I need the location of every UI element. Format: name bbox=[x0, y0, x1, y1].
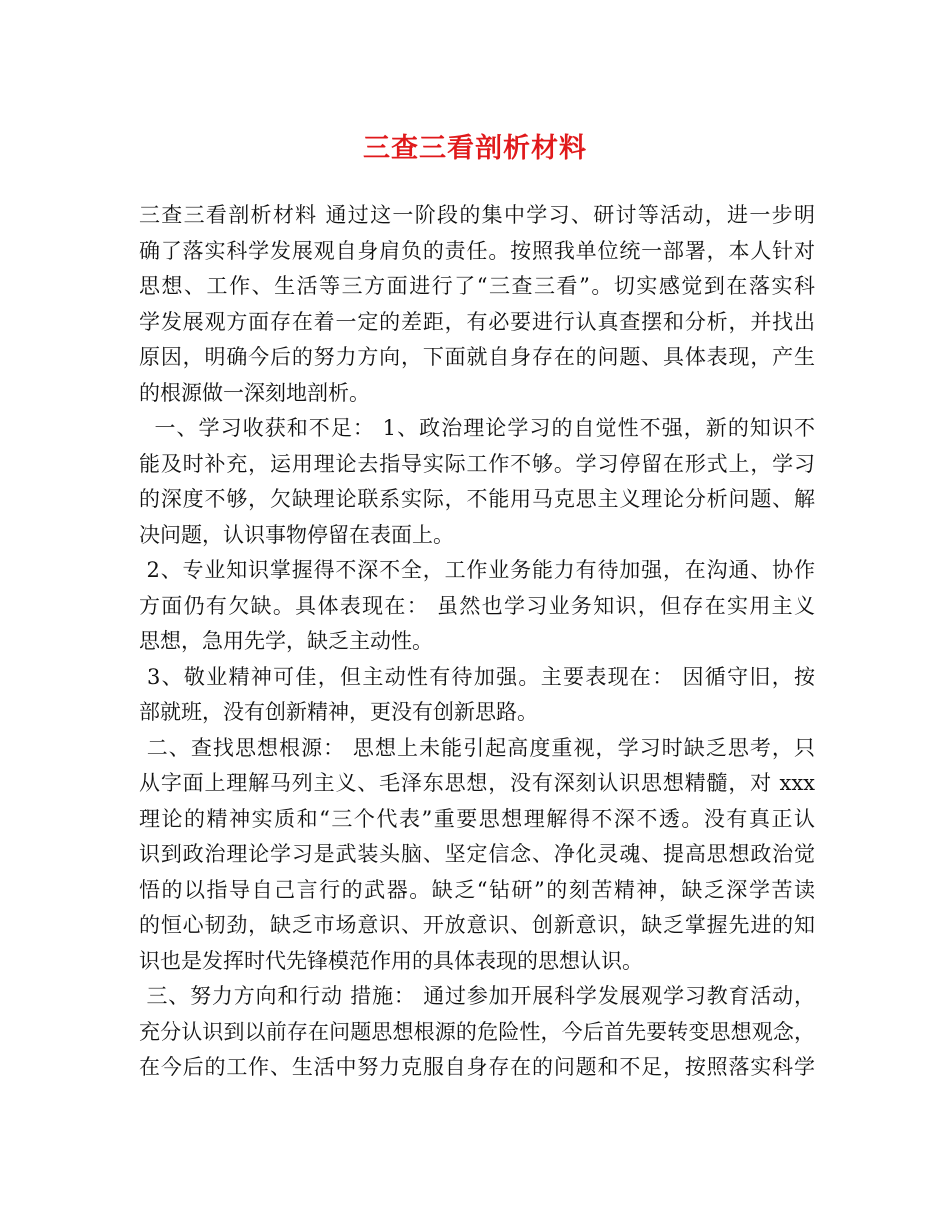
body-line: 的恒心韧劲，缺乏市场意识、开放意识、创新意识，缺乏掌握先进的知 bbox=[139, 913, 815, 937]
body-line: 2、专业知识掌握得不深不全，工作业务能力有待加强，在沟通、协作 bbox=[139, 558, 815, 582]
body-line: 从字面上理解马列主义、毛泽东思想，没有深刻认识思想精髓，对 xxx bbox=[139, 771, 815, 795]
body-line: 的根源做一深刻地剖析。 bbox=[139, 380, 370, 405]
body-line: 二、查找思想根源： 思想上未能引起高度重视，学习时缺乏思考，只 bbox=[139, 735, 815, 760]
body-line: 决问题，认识事物停留在表面上。 bbox=[139, 522, 454, 547]
body-line: 思想、工作、生活等三方面进行了“三查三看”。切实感觉到在落实科 bbox=[139, 274, 815, 298]
body-line: 思想，急用先学，缺乏主动性。 bbox=[139, 629, 433, 653]
body-line: 在今后的工作、生活中努力克服自身存在的问题和不足，按照落实科学 bbox=[139, 1055, 815, 1079]
body-line: 能及时补充，运用理论去指导实际工作不够。学习停留在形式上，学习 bbox=[139, 451, 815, 476]
body-line: 学发展观方面存在着一定的差距，有必要进行认真查摆和分析，并找出 bbox=[139, 309, 815, 334]
body-line: 充分认识到以前存在问题思想根源的危险性，今后首先要转变思想观念， bbox=[139, 1019, 815, 1044]
body-line: 部就班，没有创新精神，更没有创新思路。 bbox=[139, 700, 538, 724]
body-line: 原因，明确今后的努力方向，下面就自身存在的问题、具体表现，产生 bbox=[139, 345, 815, 369]
body-line: 方面仍有欠缺。具体表现在： 虽然也学习业务知识，但存在实用主义 bbox=[139, 593, 815, 618]
body-line: 识到政治理论学习是武装头脑、坚定信念、净化灵魂、提高思想政治觉 bbox=[139, 842, 815, 866]
body-line: 识也是发挥时代先锋模范作用的具体表现的思想认识。 bbox=[139, 948, 643, 973]
body-line: 的深度不够，欠缺理论联系实际，不能用马克思主义理论分析问题、解 bbox=[139, 487, 815, 511]
body-line: 3、敬业精神可佳，但主动性有待加强。主要表现在： 因循守旧，按 bbox=[139, 664, 815, 689]
body-line: 三、努力方向和行动 措施： 通过参加开展科学发展观学习教育活动， bbox=[139, 984, 815, 1008]
body-line: 三查三看剖析材料 通过这一阶段的集中学习、研讨等活动，进一步明 bbox=[139, 203, 815, 227]
body-line: 一、学习收获和不足： 1、政治理论学习的自觉性不强，新的知识不 bbox=[139, 416, 815, 440]
document-body bbox=[139, 198, 815, 1086]
body-line: 悟的以指导自己言行的武器。缺乏“钻研”的刻苦精神，缺乏深学苦读 bbox=[139, 877, 815, 902]
body-line: 理论的精神实质和“三个代表”重要思想理解得不深不透。没有真正认 bbox=[139, 806, 815, 831]
body-line: 确了落实科学发展观自身肩负的责任。按照我单位统一部署，本人针对 bbox=[139, 238, 815, 263]
document-title: 三查三看剖析材料 bbox=[363, 133, 587, 164]
